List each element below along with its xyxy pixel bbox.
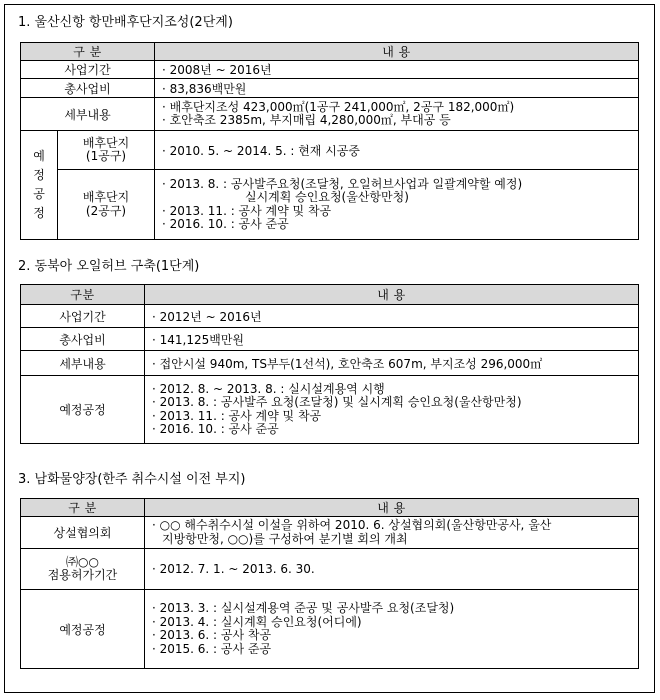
- section-3-title: 3. 남화물양장(한주 취수시설 이전 부지): [18, 472, 246, 487]
- s3-council-line: 지방항만청, ○○)를 구성하여 분기별 회의 개최: [162, 531, 408, 546]
- s1-schedule-char: 정: [33, 168, 45, 182]
- s1-schedule-char: 공: [33, 187, 45, 201]
- section-1-table: [20, 42, 639, 240]
- section-1-title: 1. 울산신항 항만배후단지조성(2단계): [18, 15, 233, 30]
- s3-header-content: 내 용: [145, 499, 639, 517]
- s2-schedule-cell: [145, 376, 639, 444]
- s2-header-category: 구분: [21, 285, 145, 305]
- s1-zone2-label-line: 배후단지: [82, 190, 130, 204]
- s1-zone2-line: · 2013. 8. : 공사발주요청(조달청, 오일허브사업과 일괄계약할 예정): [162, 176, 523, 191]
- s1-budget-value: · 83,836백만원: [155, 79, 639, 98]
- s3-council-cell: [145, 517, 639, 549]
- s3-schedule-label: 예정공정: [21, 590, 145, 669]
- s3-permit-label-line: ㈜○○: [66, 554, 99, 569]
- s2-schedule-line: · 2013. 11. : 공사 계약 및 착공: [152, 408, 322, 423]
- s3-schedule-line: · 2013. 3. : 실시설계용역 준공 및 공사발주 요청(조달청): [152, 601, 455, 615]
- s1-zone2-line: · 2013. 11. : 공사 계약 및 착공: [162, 203, 332, 218]
- s1-zone1-label-line: 배후단지: [82, 135, 130, 150]
- s2-header-content: 내 용: [145, 285, 639, 305]
- s1-detail-cell: [155, 98, 639, 131]
- s1-detail-line: · 호안축조 2385m, 부지매립 4,280,000㎡, 부대공 등: [162, 113, 451, 127]
- s2-schedule-line: · 2012. 8. ~ 2013. 8. : 실시설계용역 시행: [152, 381, 385, 396]
- s1-budget-label: 총사업비: [21, 79, 155, 98]
- s3-schedule-cell: [145, 590, 639, 669]
- s3-council-line: · ○○ 해수취수시설 이설을 위하여 2010. 6. 상설협의회(울산항만공사, 울산: [152, 518, 552, 532]
- s1-schedule-label: [21, 131, 58, 240]
- s2-period-label: 사업기간: [21, 305, 145, 328]
- s1-header-category: 구 분: [21, 43, 155, 61]
- s1-header-content: 내 용: [155, 43, 639, 61]
- s3-schedule-line: · 2015. 6. : 공사 준공: [152, 641, 272, 656]
- s2-detail-label: 세부내용: [21, 351, 145, 376]
- s2-schedule-label: 예정공정: [21, 376, 145, 444]
- s1-schedule-char: 정: [33, 206, 45, 220]
- s1-zone2-line: 실시계획 승인요청(울산항만청): [245, 190, 409, 204]
- s2-period-value: · 2012년 ~ 2016년: [145, 305, 639, 328]
- s2-schedule-line: · 2016. 10. : 공사 준공: [152, 422, 279, 436]
- section-2-title: 2. 동북아 오일허브 구축(1단계): [18, 259, 200, 274]
- s3-permit-label-line: 점용허가기간: [47, 568, 118, 582]
- section-3-table: [20, 498, 639, 669]
- s1-zone1-label-line: (1공구): [85, 149, 127, 163]
- s2-budget-value: · 141,125백만원: [145, 328, 639, 351]
- s2-schedule-line: · 2013. 8. : 공사발주 요청(조달청) 및 실시계획 승인요청(울산항만청): [152, 395, 522, 409]
- s3-header-category: 구 분: [21, 499, 145, 517]
- s1-zone1-value: · 2010. 5. ~ 2014. 5. : 현재 시공중: [155, 131, 639, 170]
- s1-detail-line: · 배후단지조성 423,000㎡(1공구 241,000㎡, 2공구 182,000㎡): [162, 99, 515, 114]
- s1-zone2-label: [58, 170, 155, 240]
- s3-schedule-line: · 2013. 4. : 실시계획 승인요청(어디에): [152, 614, 362, 629]
- s1-period-label: 사업기간: [21, 61, 155, 79]
- s2-budget-label: 총사업비: [21, 328, 145, 351]
- s3-permit-value: · 2012. 7. 1. ~ 2013. 6. 30.: [145, 549, 639, 590]
- s3-schedule-line: · 2013. 6. : 공사 착공: [152, 628, 272, 642]
- s1-detail-label: 세부내용: [21, 98, 155, 131]
- s3-council-label: 상설협의회: [21, 517, 145, 549]
- s1-period-value: · 2008년 ~ 2016년: [155, 61, 639, 79]
- s1-zone1-label: [58, 131, 155, 170]
- section-2-table: [20, 284, 639, 444]
- s1-zone2-line: · 2016. 10. : 공사 준공: [162, 217, 289, 231]
- s1-schedule-char: 예: [33, 149, 45, 163]
- s1-zone2-cell: [155, 170, 639, 240]
- s3-permit-label: [21, 549, 145, 590]
- s2-detail-value: · 접안시설 940m, TS부두(1선석), 호안축조 607m, 부지조성 296,000㎡: [145, 351, 639, 376]
- s1-zone2-label-line: (2공구): [85, 203, 127, 218]
